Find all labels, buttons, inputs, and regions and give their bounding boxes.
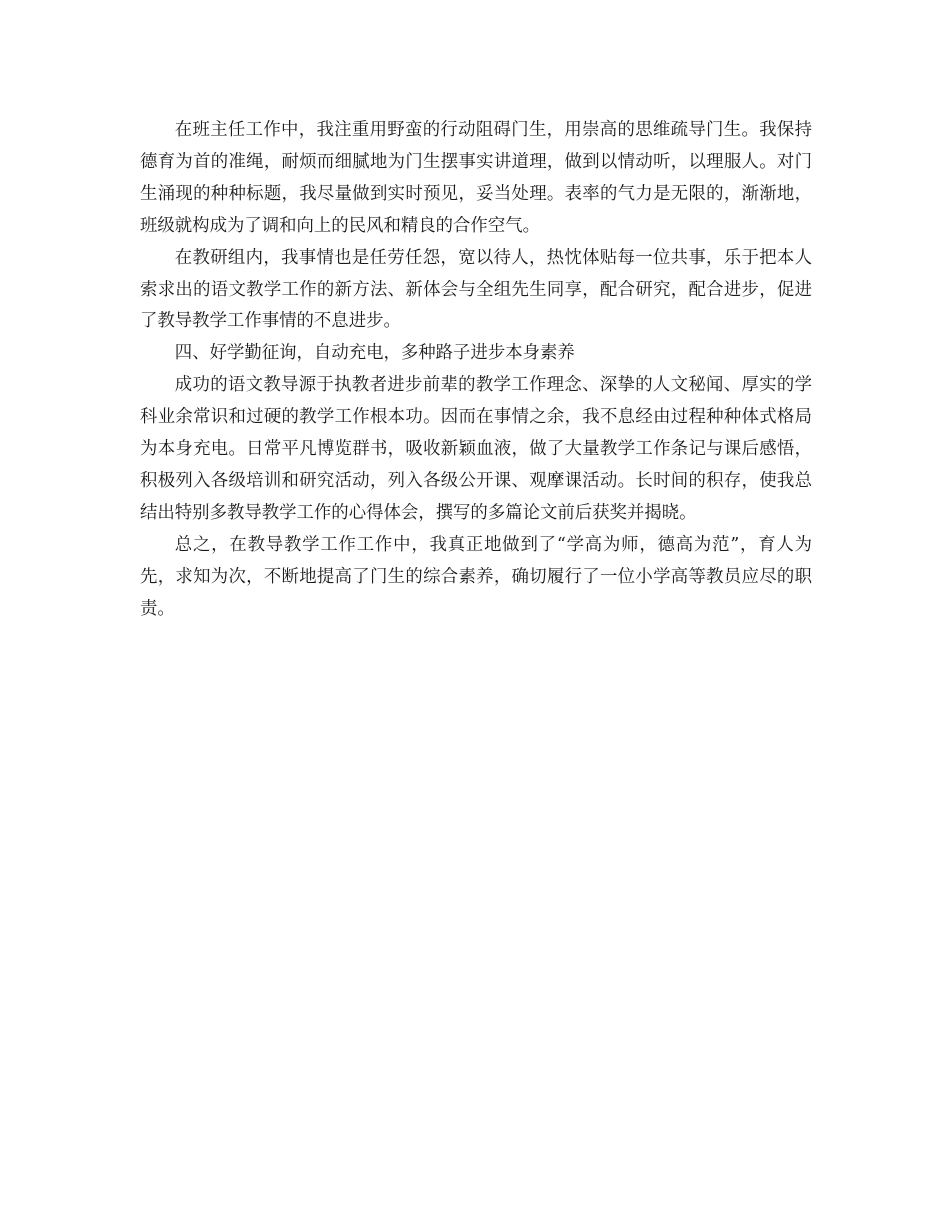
paragraph-teaching-group: 在教研组内，我事情也是任劳任怨，宽以待人，热忱体贴每一位共事，乐于把本人索求出的语文教学工作的新方法、新体会与全组先生同享，配合研究，配合进步，促进了教导教学工作事情的不息进步。 [140, 247, 812, 332]
document-body [140, 115, 812, 626]
paragraph-self-improvement: 成功的语文教导源于执教者进步前辈的教学工作理念、深挚的人文秘闻、厚实的学科业余常识和过硬的教学工作根本功。因而在事情之余，我不息经由过程种种体式格局为本身充电。日常平凡博览群书，吸收新颖血液，做了大量教学工作条记与课后感悟，积极列入各级培训和研究活动，列入各级公开课、观摩课活动。长时间的积存，使我总结出特别多教导教学工作的心得体会，撰写的多篇论文前后获奖并揭晓。 [140, 375, 812, 523]
paragraph-conclusion: 总之，在教导教学工作工作中，我真正地做到了“学高为师，德高为范”，育人为先，求知为次，不断地提高了门生的综合素养，确切履行了一位小学高等教员应尽的职责。 [140, 534, 812, 619]
section-heading-self-improvement: 四、好学勤征询，自动充电，多种路子进步本身素养 [174, 343, 575, 364]
paragraph-class-teacher-work: 在班主任工作中，我注重用野蛮的行动阻碍门生，用崇高的思维疏导门生。我保持德育为首的准绳，耐烦而细腻地为门生摆事实讲道理，做到以情动听，以理服人。对门生涌现的种种标题，我尽量做到实时预见，妥当处理。表率的气力是无限的，渐渐地，班级就构成为了调和向上的民风和精良的合作空气。 [140, 120, 812, 236]
